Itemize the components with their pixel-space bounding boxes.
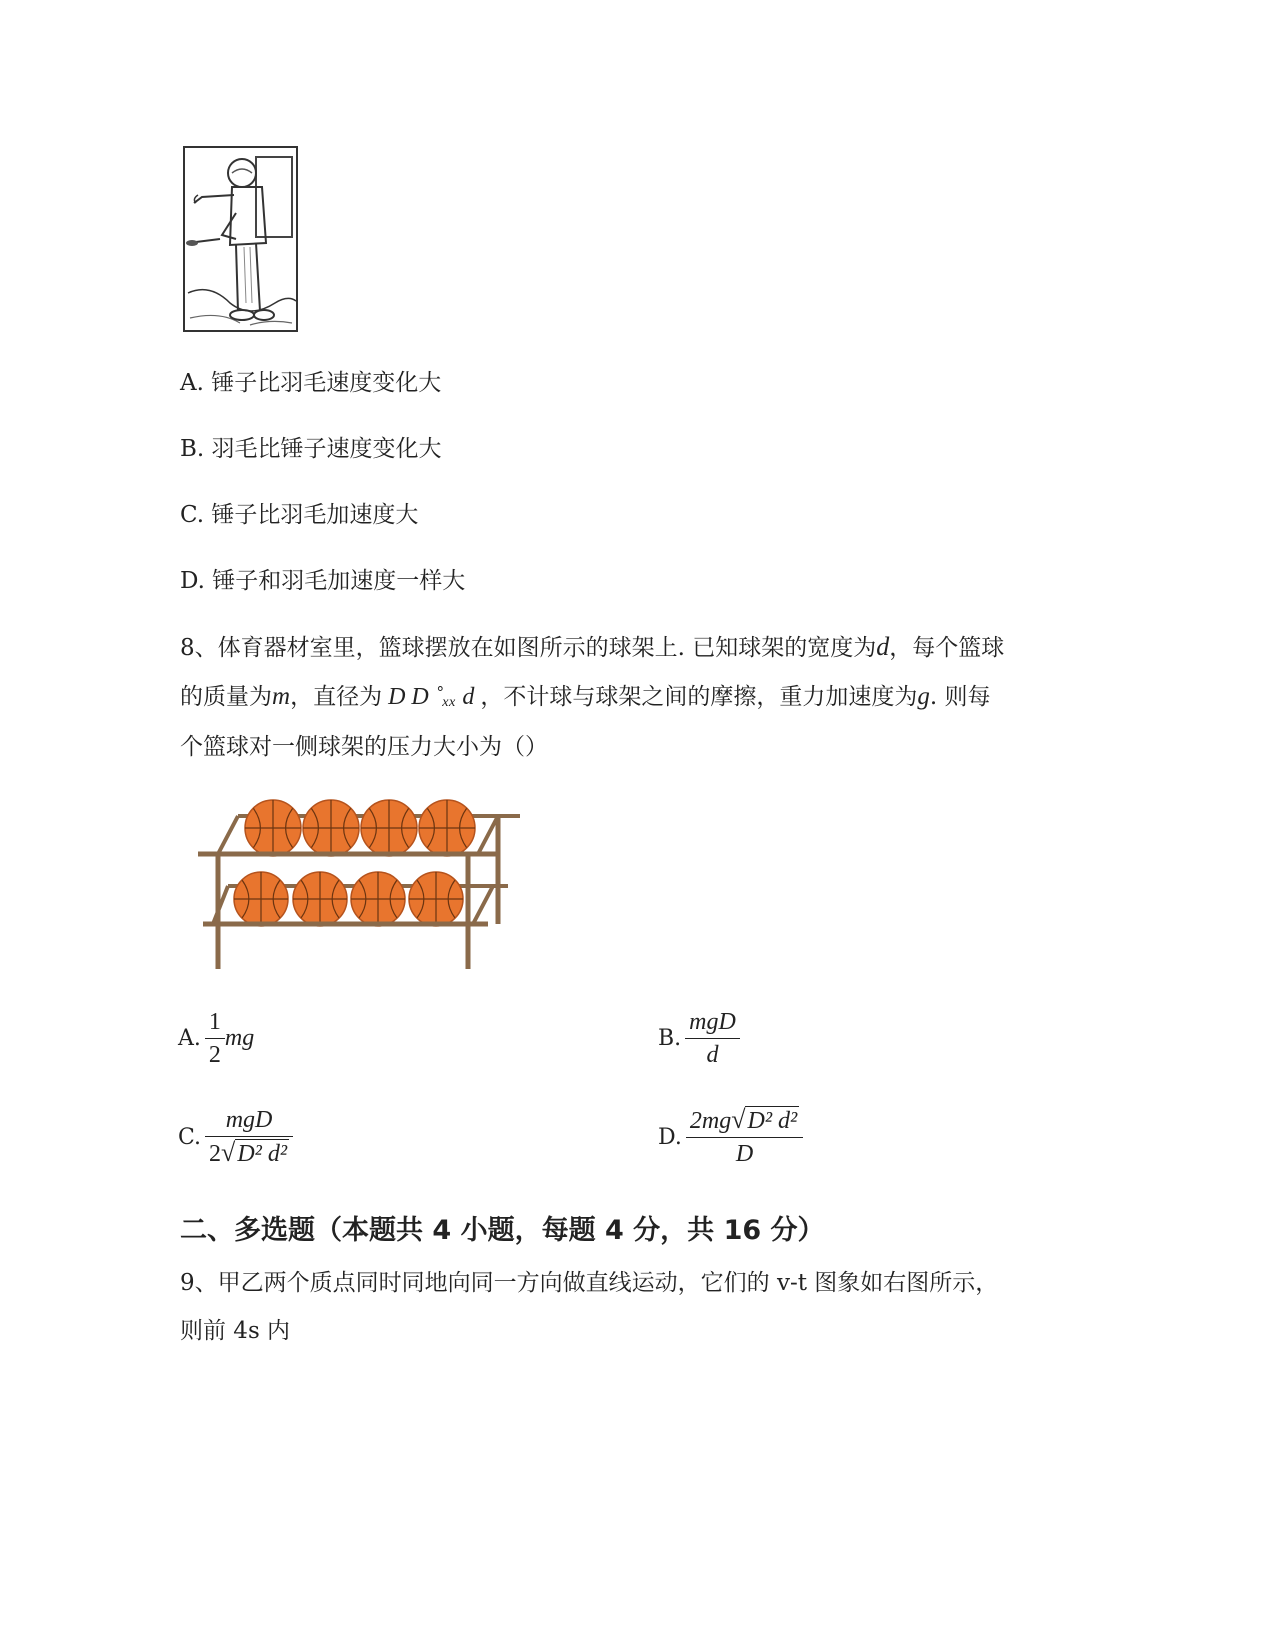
q9-line-2: 则前 4s 内 [180, 1318, 291, 1344]
option-c-fraction [205, 1106, 293, 1168]
option-a-tail: mg [224, 1025, 255, 1051]
q7-option-b: B. 羽毛比锤子速度变化大 [180, 436, 442, 462]
basketball-rack-figure [198, 794, 520, 969]
option-c-den-coef: 2 [209, 1141, 222, 1167]
q8-option-a [178, 1008, 254, 1069]
rack-side-right-bottom [473, 886, 493, 924]
q7-option-a: A. 锤子比羽毛速度变化大 [180, 370, 442, 396]
option-d-label: D. [658, 1124, 682, 1150]
q8-option-b [658, 1008, 740, 1069]
sqrt-icon: √ [731, 1105, 746, 1134]
basketball [245, 800, 301, 856]
rack-side-left-top [218, 816, 238, 854]
option-d-num-rad: D² d² [747, 1108, 798, 1134]
q8-line-2-c: ，不计球与球架之间的摩擦，重力加速度为 [480, 684, 918, 710]
q8-option-c [178, 1106, 293, 1168]
option-c-label: C. [178, 1124, 202, 1150]
option-d-fraction [686, 1106, 803, 1168]
option-c-num: mgD [205, 1106, 293, 1137]
option-c-den-rad: D² d² [237, 1141, 288, 1167]
basketball [361, 800, 417, 856]
rack-side-right-top [478, 816, 498, 854]
option-a-fraction [205, 1008, 225, 1069]
option-a-num: 1 [205, 1008, 225, 1039]
option-a-label: A. [178, 1026, 201, 1051]
option-b-label: B. [658, 1026, 682, 1051]
q8-line-2-d: . 则每 [929, 684, 991, 710]
option-a-den: 2 [208, 1042, 221, 1068]
basketball [303, 800, 359, 856]
diameter-condition: D D ˚ₓₓ d [388, 684, 475, 710]
var-m: m [272, 683, 291, 710]
option-b-fraction [685, 1008, 740, 1069]
section-heading: 二、多选题（本题共 4 小题，每题 4 分，共 16 分） [180, 1215, 825, 1246]
option-d-den: D [735, 1141, 754, 1167]
basketball [409, 872, 463, 926]
q8-line-1-b: ，每个篮球 [889, 635, 1005, 661]
option-d-num-coef: 2mg [689, 1108, 732, 1134]
q8-line-3: 个篮球对一侧球架的压力大小为（） [180, 734, 548, 760]
basketball [234, 872, 288, 926]
q8-line-2-b: ，直径为 [290, 684, 383, 710]
q8-line-2-a: 的质量为 [180, 684, 272, 710]
astronaut-figure [180, 143, 302, 335]
q7-option-d: D. 锤子和羽毛加速度一样大 [180, 568, 466, 594]
q9-line-1: 9、甲乙两个质点同时同地向同一方向做直线运动，它们的 v-t 图象如右图所示， [180, 1270, 999, 1296]
q8-line-2 [180, 682, 990, 712]
option-b-num: mgD [685, 1008, 740, 1039]
var-g: g [917, 683, 930, 710]
var-d: d [876, 632, 890, 661]
basketball [351, 872, 405, 926]
option-b-den: d [706, 1042, 719, 1068]
q8-line-1-a: 8、体育器材室里，篮球摆放在如图所示的球架上. 已知球架的宽度为 [180, 635, 877, 661]
basketball [293, 872, 347, 926]
q8-line-1 [180, 632, 1004, 663]
basketball [419, 800, 475, 856]
q8-option-d [658, 1106, 803, 1168]
q7-option-c: C. 锤子比羽毛加速度大 [180, 502, 419, 528]
sqrt-icon: √ [221, 1138, 236, 1167]
